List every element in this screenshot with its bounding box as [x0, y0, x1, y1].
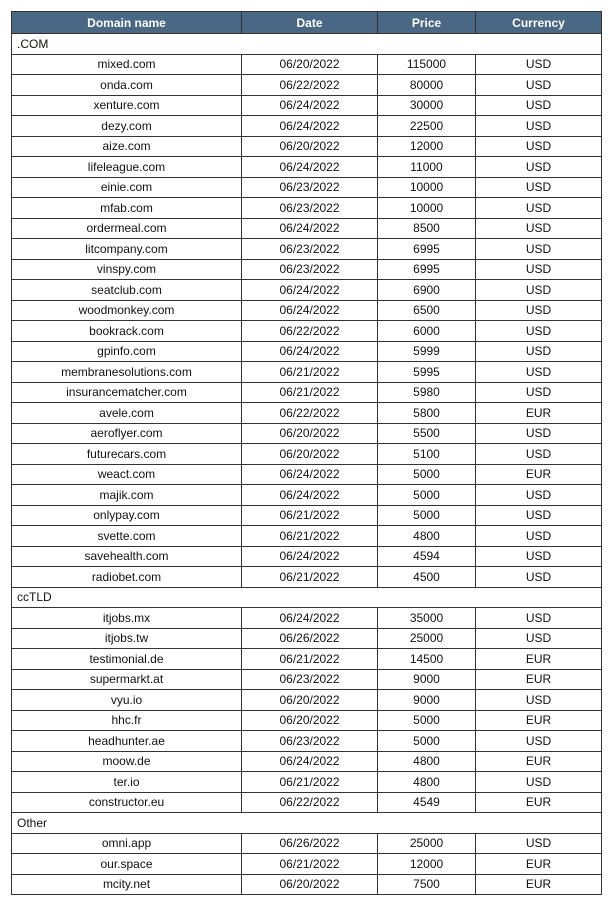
cell-price: 8500 — [378, 218, 476, 239]
cell-domain-name: radiobet.com — [12, 567, 242, 588]
cell-price: 22500 — [378, 116, 476, 137]
cell-currency: USD — [476, 833, 602, 854]
cell-currency: USD — [476, 75, 602, 96]
cell-currency: USD — [476, 526, 602, 547]
table-row — [12, 300, 602, 321]
table-row — [12, 669, 602, 690]
cell-date: 06/20/2022 — [242, 874, 378, 895]
header-domain-name: Domain name — [12, 12, 242, 34]
cell-domain-name: dezy.com — [12, 116, 242, 137]
cell-date: 06/23/2022 — [242, 731, 378, 752]
cell-currency: USD — [476, 177, 602, 198]
cell-date: 06/23/2022 — [242, 259, 378, 280]
cell-currency: USD — [476, 157, 602, 178]
cell-date: 06/24/2022 — [242, 157, 378, 178]
cell-price: 5800 — [378, 403, 476, 424]
cell-date: 06/24/2022 — [242, 751, 378, 772]
table-row — [12, 239, 602, 260]
cell-price: 10000 — [378, 198, 476, 219]
cell-domain-name: vinspy.com — [12, 259, 242, 280]
table-row — [12, 690, 602, 711]
cell-price: 5000 — [378, 710, 476, 731]
table-row — [12, 403, 602, 424]
cell-date: 06/23/2022 — [242, 198, 378, 219]
table-row — [12, 95, 602, 116]
cell-domain-name: lifeleague.com — [12, 157, 242, 178]
cell-date: 06/23/2022 — [242, 669, 378, 690]
cell-domain-name: svette.com — [12, 526, 242, 547]
cell-date: 06/21/2022 — [242, 854, 378, 875]
domain-sales-table-container — [11, 11, 601, 895]
cell-price: 5500 — [378, 423, 476, 444]
cell-price: 6000 — [378, 321, 476, 342]
cell-domain-name: testimonial.de — [12, 649, 242, 670]
table-row — [12, 710, 602, 731]
cell-domain-name: woodmonkey.com — [12, 300, 242, 321]
cell-currency: USD — [476, 116, 602, 137]
cell-price: 9000 — [378, 669, 476, 690]
cell-price: 14500 — [378, 649, 476, 670]
cell-domain-name: onlypay.com — [12, 505, 242, 526]
cell-price: 5000 — [378, 731, 476, 752]
cell-currency: EUR — [476, 792, 602, 813]
cell-currency: USD — [476, 628, 602, 649]
table-row — [12, 464, 602, 485]
table-row — [12, 526, 602, 547]
group-row — [12, 587, 602, 608]
cell-currency: USD — [476, 546, 602, 567]
cell-currency: EUR — [476, 874, 602, 895]
cell-price: 12000 — [378, 136, 476, 157]
cell-date: 06/24/2022 — [242, 300, 378, 321]
cell-domain-name: litcompany.com — [12, 239, 242, 260]
cell-domain-name: aize.com — [12, 136, 242, 157]
table-row — [12, 792, 602, 813]
cell-currency: USD — [476, 321, 602, 342]
cell-currency: USD — [476, 218, 602, 239]
cell-date: 06/21/2022 — [242, 526, 378, 547]
cell-currency: EUR — [476, 854, 602, 875]
cell-price: 4800 — [378, 772, 476, 793]
cell-currency: EUR — [476, 710, 602, 731]
cell-domain-name: xenture.com — [12, 95, 242, 116]
cell-domain-name: savehealth.com — [12, 546, 242, 567]
cell-currency: USD — [476, 300, 602, 321]
cell-currency: USD — [476, 423, 602, 444]
table-row — [12, 218, 602, 239]
cell-date: 06/24/2022 — [242, 464, 378, 485]
cell-date: 06/24/2022 — [242, 546, 378, 567]
table-row — [12, 628, 602, 649]
table-row — [12, 341, 602, 362]
cell-domain-name: majik.com — [12, 485, 242, 506]
cell-date: 06/20/2022 — [242, 136, 378, 157]
header-row — [12, 12, 602, 34]
cell-domain-name: onda.com — [12, 75, 242, 96]
cell-domain-name: ordermeal.com — [12, 218, 242, 239]
cell-price: 5000 — [378, 464, 476, 485]
table-row — [12, 280, 602, 301]
header-date: Date — [242, 12, 378, 34]
cell-domain-name: constructor.eu — [12, 792, 242, 813]
cell-date: 06/20/2022 — [242, 423, 378, 444]
cell-price: 80000 — [378, 75, 476, 96]
cell-domain-name: aeroflyer.com — [12, 423, 242, 444]
cell-domain-name: avele.com — [12, 403, 242, 424]
cell-price: 6995 — [378, 239, 476, 260]
cell-date: 06/21/2022 — [242, 382, 378, 403]
cell-currency: USD — [476, 362, 602, 383]
table-row — [12, 485, 602, 506]
cell-price: 11000 — [378, 157, 476, 178]
cell-domain-name: ter.io — [12, 772, 242, 793]
domain-sales-table — [11, 11, 602, 895]
cell-date: 06/24/2022 — [242, 608, 378, 629]
cell-date: 06/26/2022 — [242, 833, 378, 854]
cell-domain-name: futurecars.com — [12, 444, 242, 465]
group-label: Other — [12, 813, 602, 834]
header-currency: Currency — [476, 12, 602, 34]
cell-domain-name: seatclub.com — [12, 280, 242, 301]
cell-price: 5000 — [378, 505, 476, 526]
table-header — [12, 12, 602, 34]
cell-currency: USD — [476, 505, 602, 526]
table-row — [12, 198, 602, 219]
cell-price: 25000 — [378, 833, 476, 854]
cell-price: 12000 — [378, 854, 476, 875]
cell-price: 4549 — [378, 792, 476, 813]
cell-date: 06/22/2022 — [242, 75, 378, 96]
cell-price: 25000 — [378, 628, 476, 649]
cell-domain-name: supermarkt.at — [12, 669, 242, 690]
cell-date: 06/23/2022 — [242, 239, 378, 260]
cell-domain-name: einie.com — [12, 177, 242, 198]
cell-price: 5000 — [378, 485, 476, 506]
cell-date: 06/22/2022 — [242, 792, 378, 813]
table-row — [12, 382, 602, 403]
cell-date: 06/20/2022 — [242, 444, 378, 465]
table-row — [12, 772, 602, 793]
cell-domain-name: omni.app — [12, 833, 242, 854]
cell-date: 06/21/2022 — [242, 505, 378, 526]
table-row — [12, 731, 602, 752]
header-price: Price — [378, 12, 476, 34]
table-row — [12, 833, 602, 854]
cell-price: 35000 — [378, 608, 476, 629]
cell-currency: USD — [476, 731, 602, 752]
cell-domain-name: gpinfo.com — [12, 341, 242, 362]
cell-currency: USD — [476, 608, 602, 629]
table-row — [12, 649, 602, 670]
cell-currency: USD — [476, 772, 602, 793]
table-row — [12, 854, 602, 875]
cell-price: 4594 — [378, 546, 476, 567]
cell-date: 06/20/2022 — [242, 54, 378, 75]
cell-price: 4800 — [378, 526, 476, 547]
table-row — [12, 608, 602, 629]
cell-currency: USD — [476, 444, 602, 465]
cell-currency: USD — [476, 54, 602, 75]
cell-domain-name: membranesolutions.com — [12, 362, 242, 383]
cell-currency: USD — [476, 239, 602, 260]
cell-date: 06/24/2022 — [242, 280, 378, 301]
table-row — [12, 116, 602, 137]
table-row — [12, 505, 602, 526]
group-row — [12, 34, 602, 55]
cell-date: 06/24/2022 — [242, 95, 378, 116]
cell-price: 115000 — [378, 54, 476, 75]
table-row — [12, 136, 602, 157]
cell-price: 30000 — [378, 95, 476, 116]
cell-domain-name: mixed.com — [12, 54, 242, 75]
cell-date: 06/20/2022 — [242, 690, 378, 711]
cell-date: 06/21/2022 — [242, 567, 378, 588]
cell-price: 5100 — [378, 444, 476, 465]
cell-domain-name: itjobs.mx — [12, 608, 242, 629]
table-row — [12, 567, 602, 588]
cell-currency: USD — [476, 95, 602, 116]
cell-currency: EUR — [476, 669, 602, 690]
cell-domain-name: mfab.com — [12, 198, 242, 219]
table-row — [12, 259, 602, 280]
cell-currency: EUR — [476, 751, 602, 772]
table-row — [12, 157, 602, 178]
cell-domain-name: hhc.fr — [12, 710, 242, 731]
table-row — [12, 874, 602, 895]
table-row — [12, 423, 602, 444]
cell-currency: EUR — [476, 403, 602, 424]
cell-domain-name: bookrack.com — [12, 321, 242, 342]
table-row — [12, 177, 602, 198]
table-row — [12, 546, 602, 567]
cell-price: 4500 — [378, 567, 476, 588]
cell-domain-name: mcity.net — [12, 874, 242, 895]
cell-domain-name: itjobs.tw — [12, 628, 242, 649]
cell-price: 5999 — [378, 341, 476, 362]
cell-currency: USD — [476, 259, 602, 280]
group-label: .COM — [12, 34, 602, 55]
cell-currency: USD — [476, 280, 602, 301]
cell-currency: USD — [476, 690, 602, 711]
cell-domain-name: our.space — [12, 854, 242, 875]
cell-price: 9000 — [378, 690, 476, 711]
cell-price: 4800 — [378, 751, 476, 772]
group-label: ccTLD — [12, 587, 602, 608]
table-row — [12, 362, 602, 383]
cell-date: 06/24/2022 — [242, 116, 378, 137]
cell-domain-name: moow.de — [12, 751, 242, 772]
cell-date: 06/22/2022 — [242, 321, 378, 342]
cell-price: 7500 — [378, 874, 476, 895]
cell-domain-name: vyu.io — [12, 690, 242, 711]
cell-domain-name: insurancematcher.com — [12, 382, 242, 403]
cell-date: 06/26/2022 — [242, 628, 378, 649]
cell-date: 06/21/2022 — [242, 772, 378, 793]
cell-date: 06/24/2022 — [242, 218, 378, 239]
cell-currency: USD — [476, 382, 602, 403]
cell-date: 06/24/2022 — [242, 485, 378, 506]
cell-date: 06/22/2022 — [242, 403, 378, 424]
cell-date: 06/21/2022 — [242, 362, 378, 383]
cell-date: 06/20/2022 — [242, 710, 378, 731]
table-row — [12, 321, 602, 342]
cell-currency: USD — [476, 485, 602, 506]
table-row — [12, 751, 602, 772]
cell-domain-name: headhunter.ae — [12, 731, 242, 752]
cell-date: 06/24/2022 — [242, 341, 378, 362]
cell-currency: USD — [476, 567, 602, 588]
table-row — [12, 54, 602, 75]
cell-currency: USD — [476, 341, 602, 362]
table-row — [12, 444, 602, 465]
cell-currency: USD — [476, 198, 602, 219]
cell-currency: EUR — [476, 649, 602, 670]
group-row — [12, 813, 602, 834]
cell-date: 06/21/2022 — [242, 649, 378, 670]
cell-price: 6900 — [378, 280, 476, 301]
cell-price: 5995 — [378, 362, 476, 383]
cell-price: 5980 — [378, 382, 476, 403]
cell-date: 06/23/2022 — [242, 177, 378, 198]
cell-currency: EUR — [476, 464, 602, 485]
cell-price: 10000 — [378, 177, 476, 198]
table-row — [12, 75, 602, 96]
cell-price: 6995 — [378, 259, 476, 280]
cell-currency: USD — [476, 136, 602, 157]
cell-domain-name: weact.com — [12, 464, 242, 485]
table-body — [12, 34, 602, 895]
cell-price: 6500 — [378, 300, 476, 321]
